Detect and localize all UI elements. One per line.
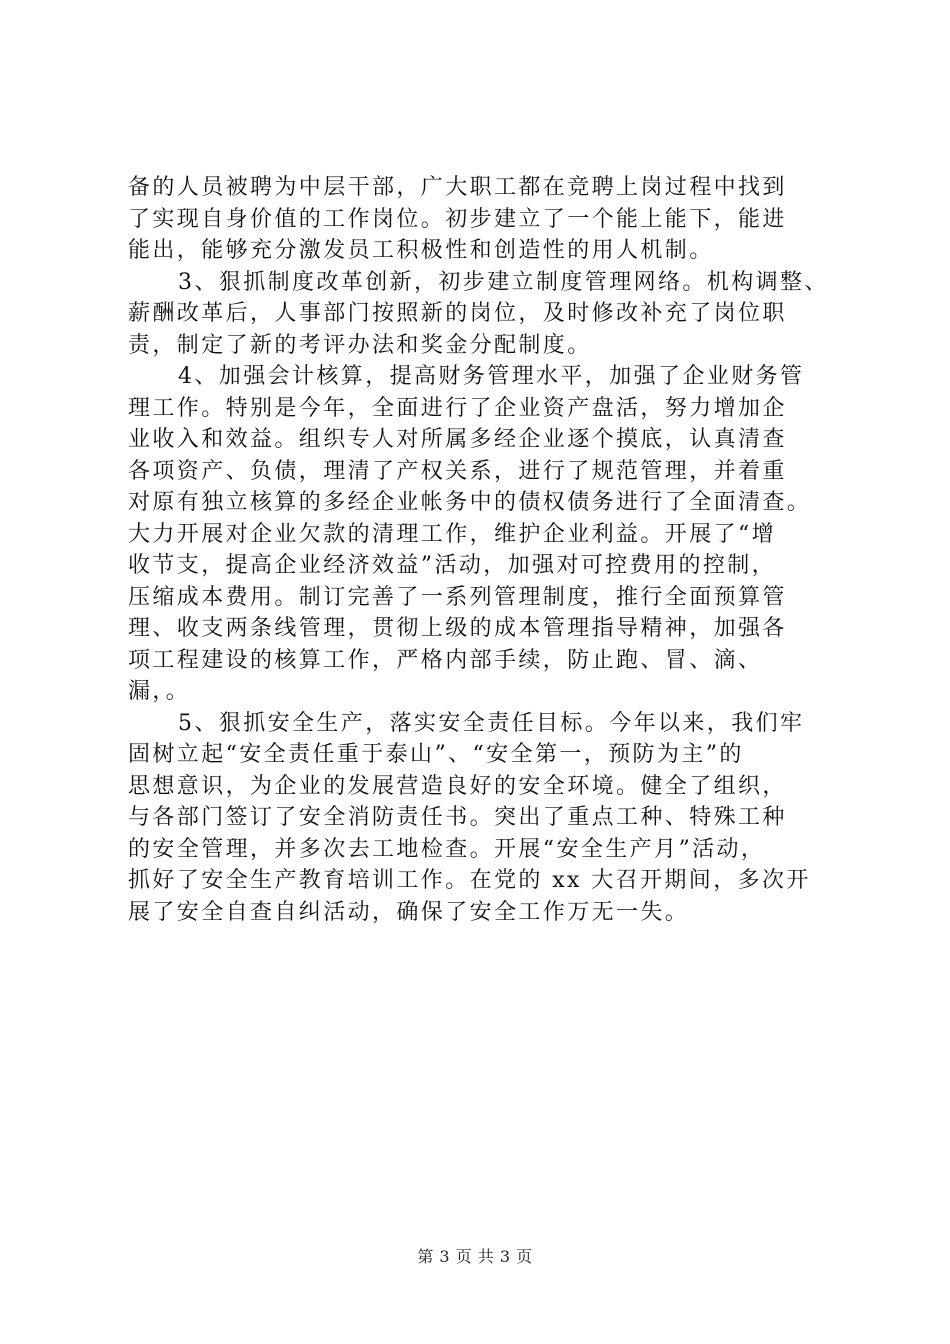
text-line: 漏，。 [128, 679, 191, 704]
text-line: 抓好了安全生产教育培训工作。在党的 xx 大召开期间，多次开 [128, 868, 811, 893]
text-line: 项工程建设的核算工作，严格内部手续，防止跑、冒、滴、 [128, 647, 763, 673]
text-line: 大力开展对企业欠款的清理工作，维护企业利益。开展了“增 [128, 521, 777, 547]
text-line: 了实现自身价值的工作岗位。初步建立了一个能上能下，能进 [128, 206, 787, 232]
text-line: 薪酬改革后，人事部门按照新的岗位，及时修改补充了岗位职 [128, 301, 787, 326]
paragraph-4-start: 4、加强会计核算，提高财务管理水平，加强了企业财务管 [178, 364, 805, 389]
text-line: 收节支，提高企业经济效益”活动，加强对可控费用的控制， [128, 553, 777, 578]
text-line: 责，制定了新的考评办法和奖金分配制度。 [128, 332, 592, 358]
body-text [128, 172, 828, 928]
text-line: 能出，能够充分激发员工积极性和创造性的用人机制。 [128, 238, 714, 263]
page-number: 第 3 页 共 3 页 [417, 1247, 533, 1266]
text-line: 理工作。特别是今年，全面进行了企业资产盘活，努力增加企 [128, 395, 787, 421]
text-line: 的安全管理，并多次去工地检查。开展“安全生产月”活动， [128, 836, 766, 862]
text-line: 固树立起“安全责任重于泰山”、“安全第一，预防为主”的 [128, 742, 744, 767]
text-line: 对原有独立核算的多经企业帐务中的债权债务进行了全面清查。 [128, 490, 812, 515]
text-line: 各项资产、负债，理清了产权关系，进行了规范管理，并着重 [128, 458, 787, 484]
text-line: 压缩成本费用。制订完善了一系列管理制度，推行全面预算管 [128, 584, 787, 610]
text-line: 备的人员被聘为中层干部，广大职工都在竞聘上岗过程中找到 [128, 175, 787, 200]
text-line: 思想意识，为企业的发展营造良好的安全环境。健全了组织， [128, 773, 787, 799]
text-line: 理、收支两条线管理，贯彻上级的成本管理指导精神，加强各 [128, 616, 787, 641]
paragraph-5-start: 5、狠抓安全生产，落实安全责任目标。今年以来，我们牢 [178, 710, 805, 736]
paragraph-3-start: 3、狠抓制度改革创新，初步建立制度管理网络。机构调整、 [178, 269, 829, 295]
text-line: 与各部门签订了安全消防责任书。突出了重点工种、特殊工种 [128, 805, 787, 830]
text-line: 业收入和效益。组织专人对所属多经企业逐个摸底，认真清查 [128, 427, 787, 452]
page-footer [0, 1244, 950, 1267]
text-line: 展了安全自查自纠活动，确保了安全工作万无一失。 [128, 899, 690, 925]
